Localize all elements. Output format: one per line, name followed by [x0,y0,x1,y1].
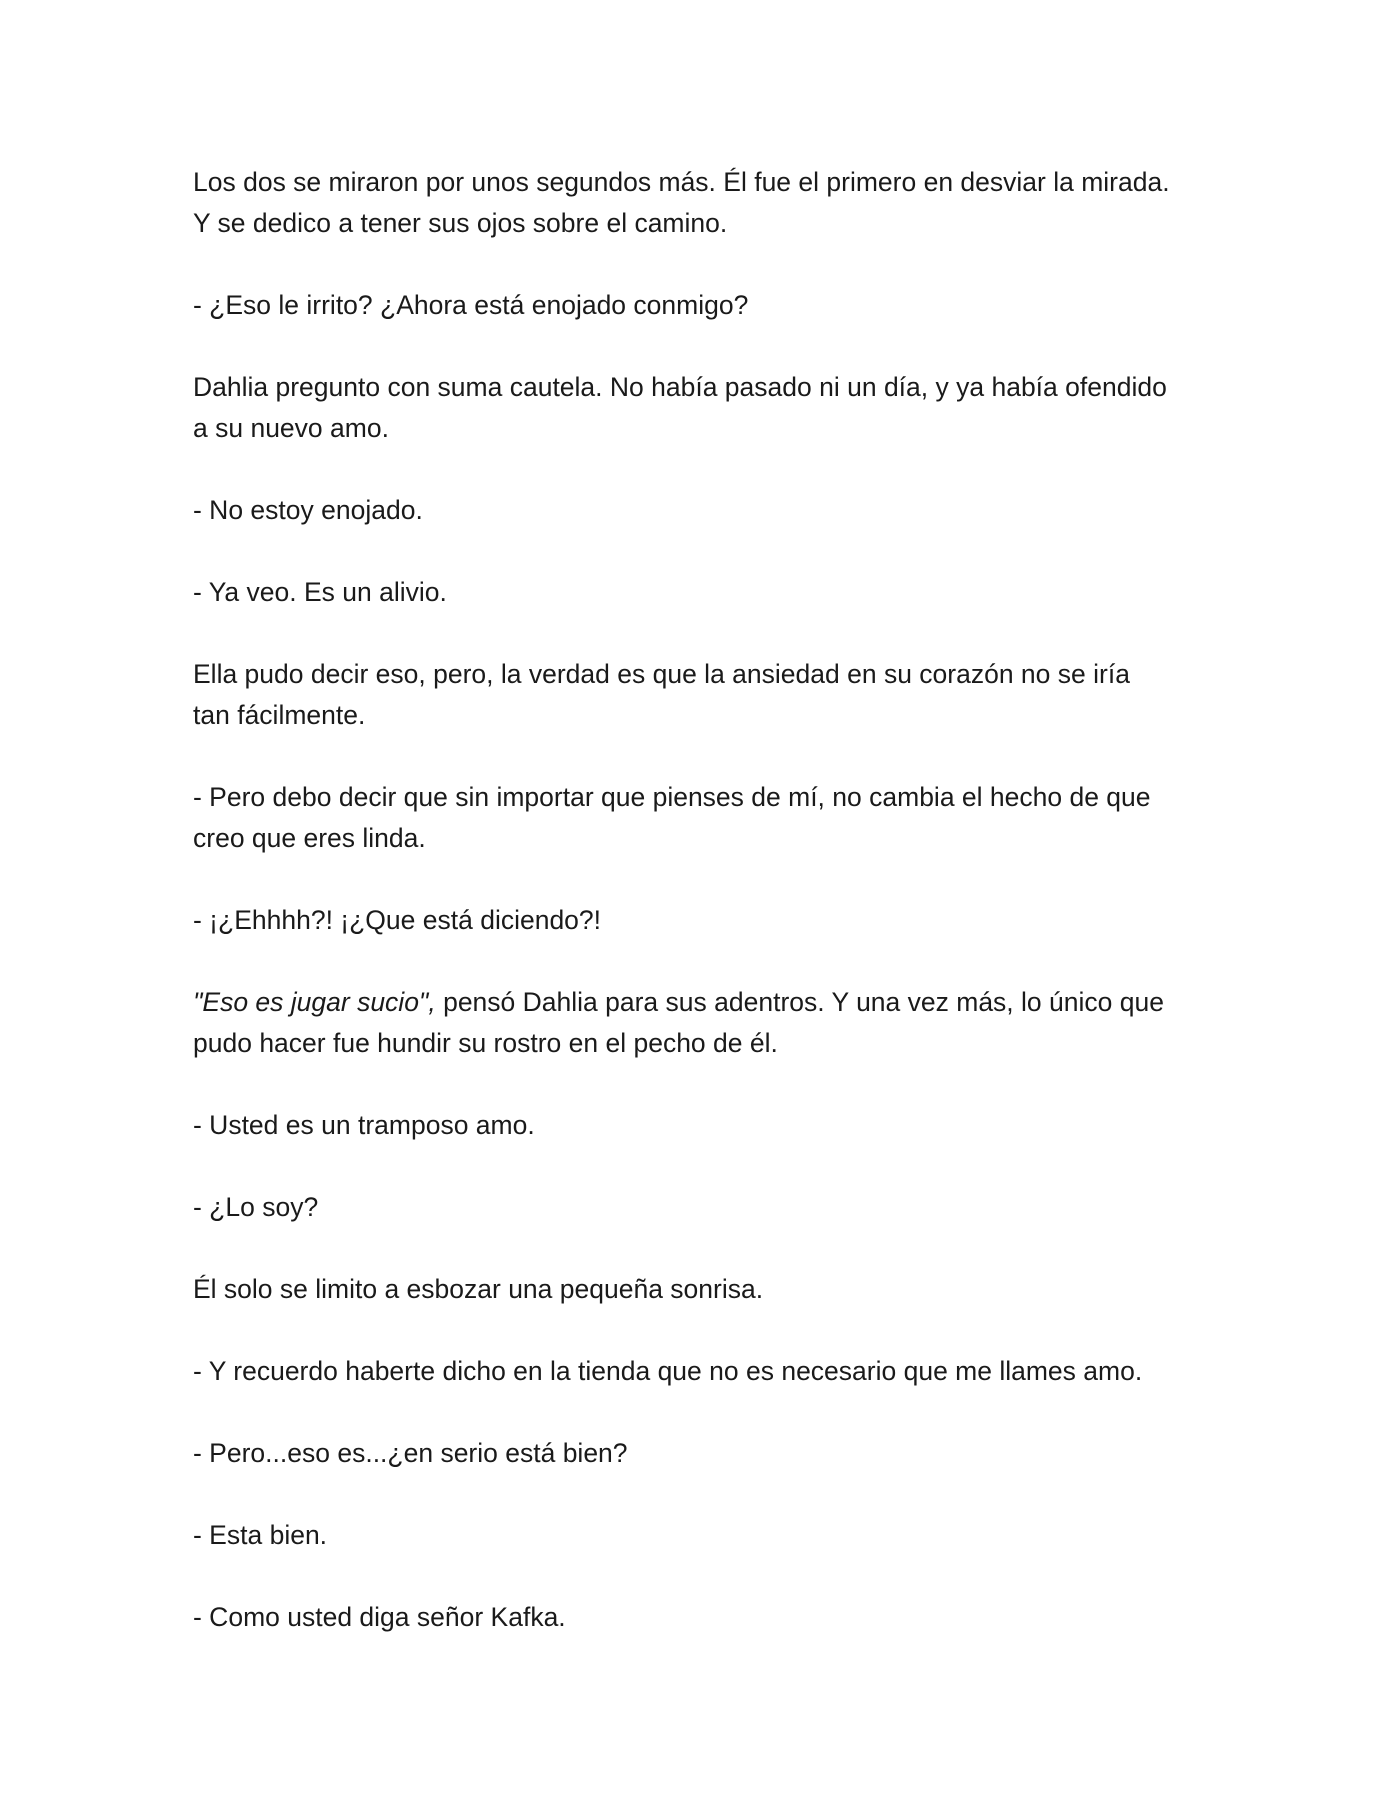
paragraph-5 [193,572,1233,613]
text-line: - Como usted diga señor Kafka. [193,1602,566,1632]
text-line: Los dos se miraron por unos segundos más. Él fue el primero en desviar la mirada. [193,167,1170,197]
text-line: Él solo se limito a esbozar una pequeña sonrisa. [193,1274,764,1304]
text-line: tan fácilmente. [193,700,366,730]
paragraph-2 [193,285,1233,326]
paragraph-6 [193,654,1233,736]
text-line: - Pero...eso es...¿en serio está bien? [193,1438,628,1468]
text-line: - ¿Eso le irrito? ¿Ahora está enojado conmigo? [193,290,749,320]
text-line: - Pero debo decir que sin importar que pienses de mí, no cambia el hecho de que [193,782,1151,812]
paragraph-14 [193,1433,1233,1474]
text-line: pudo hacer fue hundir su rostro en el pecho de él. [193,1028,778,1058]
paragraph-3 [193,367,1233,449]
text-line: creo que eres linda. [193,823,426,853]
paragraph-12 [193,1269,1233,1310]
text-line: - Ya veo. Es un alivio. [193,577,447,607]
paragraph-11 [193,1187,1233,1228]
text-line: - Usted es un tramposo amo. [193,1110,535,1140]
paragraph-8 [193,900,1233,941]
text-line: - ¿Lo soy? [193,1192,319,1222]
paragraph-7 [193,777,1233,859]
text-line: Y se dedico a tener sus ojos sobre el camino. [193,208,728,238]
text-line: - No estoy enojado. [193,495,423,525]
paragraph-16 [193,1597,1233,1638]
text-line: Dahlia pregunto con suma cautela. No había pasado ni un día, y ya había ofendido [193,372,1167,402]
paragraph-13 [193,1351,1233,1392]
paragraph-9 [193,982,1233,1064]
text-line: a su nuevo amo. [193,413,389,443]
text-line: - Esta bien. [193,1520,328,1550]
paragraph-15 [193,1515,1233,1556]
text-line: Ella pudo decir eso, pero, la verdad es que la ansiedad en su corazón no se iría [193,659,1130,689]
document-body [193,162,1233,1638]
text-line: pensó Dahlia para sus adentros. Y una vez más, lo único que [435,987,1164,1017]
paragraph-10 [193,1105,1233,1146]
paragraph-4 [193,490,1233,531]
text-line: - Y recuerdo haberte dicho en la tienda que no es necesario que me llames amo. [193,1356,1143,1386]
paragraph-1 [193,162,1233,244]
text-line: - ¡¿Ehhhh?! ¡¿Que está diciendo?! [193,905,602,935]
italic-quote: "Eso es jugar sucio", [193,987,436,1017]
